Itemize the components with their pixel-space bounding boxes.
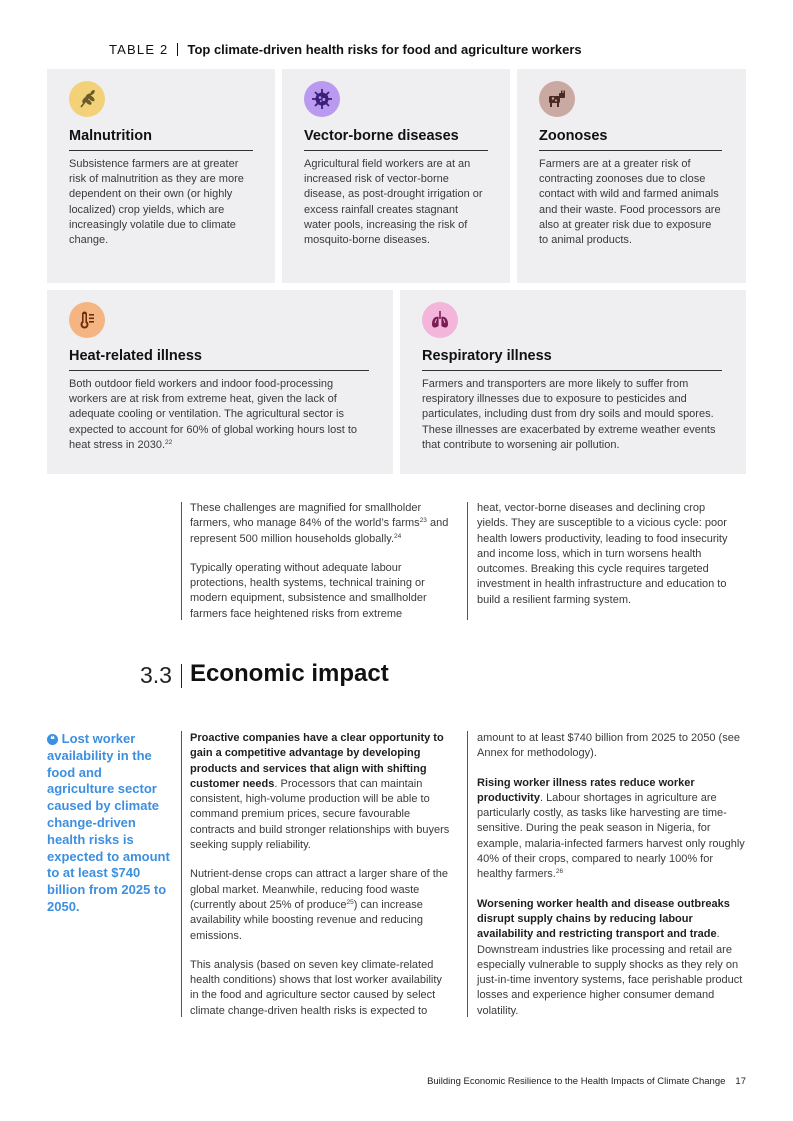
section-title: Economic impact (190, 660, 389, 687)
column-rule (467, 731, 468, 1017)
intro-text: and represent 500 million households globally. (190, 517, 449, 545)
lungs-icon (422, 302, 458, 338)
card-body: Agricultural field workers are at an increased risk of vector-borne disease, as post-drought irrigation or excess rainfall creates stagnant water pools, increasing the risk of mosquito-borne diseases. (304, 158, 483, 247)
card-body: Farmers are at a greater risk of contracting zoonoses due to close contact with wild and farmed animals and their waste. Food processors are also at greater risk due to exposure to animal products. (539, 158, 721, 247)
body-column-left (190, 731, 452, 1033)
body-paragraph: amount to at least $740 billion from 2025 to 2050 (see Annex for methodology). (477, 732, 740, 760)
card-title: Heat-related illness (69, 348, 202, 364)
table-number: TABLE 2 (109, 42, 169, 57)
section-divider (181, 664, 182, 688)
intro-paragraph: heat, vector-borne diseases and declining crop yields. They are susceptible to a vicious cycle: poor health lowers productivity, leading to food insecurity and income loss, which in turn worsens health outcomes. Breaking this cycle requires targeted investment in health infrastructure and education to build a resilient farming system. (477, 502, 728, 606)
body-text: ) can increase availability while boosting revenue and reducing emissions. (190, 898, 423, 942)
intro-column-right (477, 501, 739, 622)
footnote-ref: 23 (419, 517, 427, 525)
card-body: Subsistence farmers are at greater risk of malnutrition as they are more dependent on their own (or highly localized) crop yields, which are increasingly volatile due to climate change. (69, 158, 244, 247)
card-title-rule (69, 370, 369, 371)
table-title: Top climate-driven health risks for food and agriculture workers (187, 42, 582, 57)
body-column-right (477, 731, 747, 1033)
footnote-ref: 26 (555, 868, 564, 876)
page-footer (427, 1076, 746, 1087)
card-title-rule (69, 150, 253, 151)
thermometer-icon (69, 302, 105, 338)
page-number: 17 (735, 1076, 746, 1087)
intro-paragraph: Typically operating without adequate labour protections, health systems, technical training or modern equipment, subsistence and smallholder farmers face heightened risks from extreme (190, 561, 427, 620)
risk-card-zoonoses (517, 69, 746, 283)
intro-column-left (190, 501, 452, 636)
card-title: Vector-borne diseases (304, 128, 459, 144)
body-text: . Processors that can maintain consistent, high-volume production will be able to command premium prices, secure favourable contracts and build stronger relationships with buyers seeking supply reliability. (190, 777, 450, 852)
quote-icon: ❝ (47, 734, 58, 745)
bold-lead: Proactive companies have a clear opportunity to gain a competitive advantage by developing products and services that align with shifting customer needs (190, 732, 444, 790)
risk-card-respiratory (400, 290, 746, 474)
card-title: Respiratory illness (422, 348, 552, 364)
body-text: . Labour shortages in agriculture are particularly costly, as tasks like harvesting are time-sensitive. During the peak season in Nigeria, for example, malaria-infected farmers harvest only roughly 40% of their crops, compared to nearly 100% for healthy farmers. (477, 791, 745, 881)
body-paragraph (477, 897, 747, 1019)
footer-title: Building Economic Resilience to the Health Impacts of Climate Change (427, 1076, 726, 1087)
body-text: . Downstream industries like processing and retail are especially vulnerable to supply shocks as they rely on just-in-time inventory systems, face perishable product losses and experience higher consumer demand volatility. (477, 928, 743, 1017)
intro-text: These challenges are magnified for smallholder farmers, who manage 84% of the world’s farms (190, 502, 422, 530)
intro-paragraph (190, 501, 452, 547)
wheat-icon (69, 81, 105, 117)
column-rule (181, 502, 182, 620)
column-rule (467, 502, 468, 620)
card-body-text: Both outdoor field workers and indoor food-processing workers are at risk from extreme heat, given the lack of adequate cooling or ventilation. The agricultural sector is expected to account for 60% of global working hours lost to heat stress in 2030. (69, 378, 358, 451)
column-rule (181, 731, 182, 1017)
virus-icon (304, 81, 340, 117)
footnote-ref: 22 (165, 438, 173, 446)
card-body: Farmers and transporters are more likely to suffer from respiratory illnesses due to exposure to pesticides and particulates, including dust from dry soils and mould spores. These illnesses are exacerbated by extreme weather events that contribute to worsening air pollution. (422, 378, 716, 451)
risk-card-malnutrition (47, 69, 275, 283)
card-title-rule (422, 370, 722, 371)
body-paragraph (190, 731, 452, 853)
footnote-ref: 24 (394, 532, 402, 540)
body-paragraph (190, 867, 452, 943)
body-paragraph: This analysis (based on seven key climate-related health conditions) shows that lost worker availability in the food and agriculture sector caused by select climate change-driven health risks is expected to (190, 958, 442, 1017)
card-title-rule (539, 150, 722, 151)
pull-quote (47, 731, 172, 916)
bold-lead: Worsening worker health and disease outbreaks disrupt supply chains by reducing labour availability and restricting transport and trade (477, 897, 730, 941)
bold-lead: Rising worker illness rates reduce worker productivity (477, 776, 695, 804)
risk-card-vector-borne (282, 69, 510, 283)
risk-card-heat-related (47, 290, 393, 474)
table-label (109, 42, 582, 57)
pull-quote-text: Lost worker availability in the food and agriculture sector caused by climate change-driven health risks is expected to amount to at least $740 billion from 2025 to 2050. (47, 731, 170, 914)
card-title: Zoonoses (539, 128, 608, 144)
card-title: Malnutrition (69, 128, 152, 144)
table-label-divider (177, 43, 178, 56)
card-title-rule (304, 150, 488, 151)
section-number: 3.3 (140, 662, 172, 688)
body-text: Nutrient-dense crops can attract a larger share of the global market. Meanwhile, reducing food waste (currently about 25% of produce (190, 868, 449, 911)
body-paragraph (477, 776, 747, 883)
animal-icon (539, 81, 575, 117)
footnote-ref: 25 (346, 898, 354, 906)
card-body (69, 377, 371, 453)
